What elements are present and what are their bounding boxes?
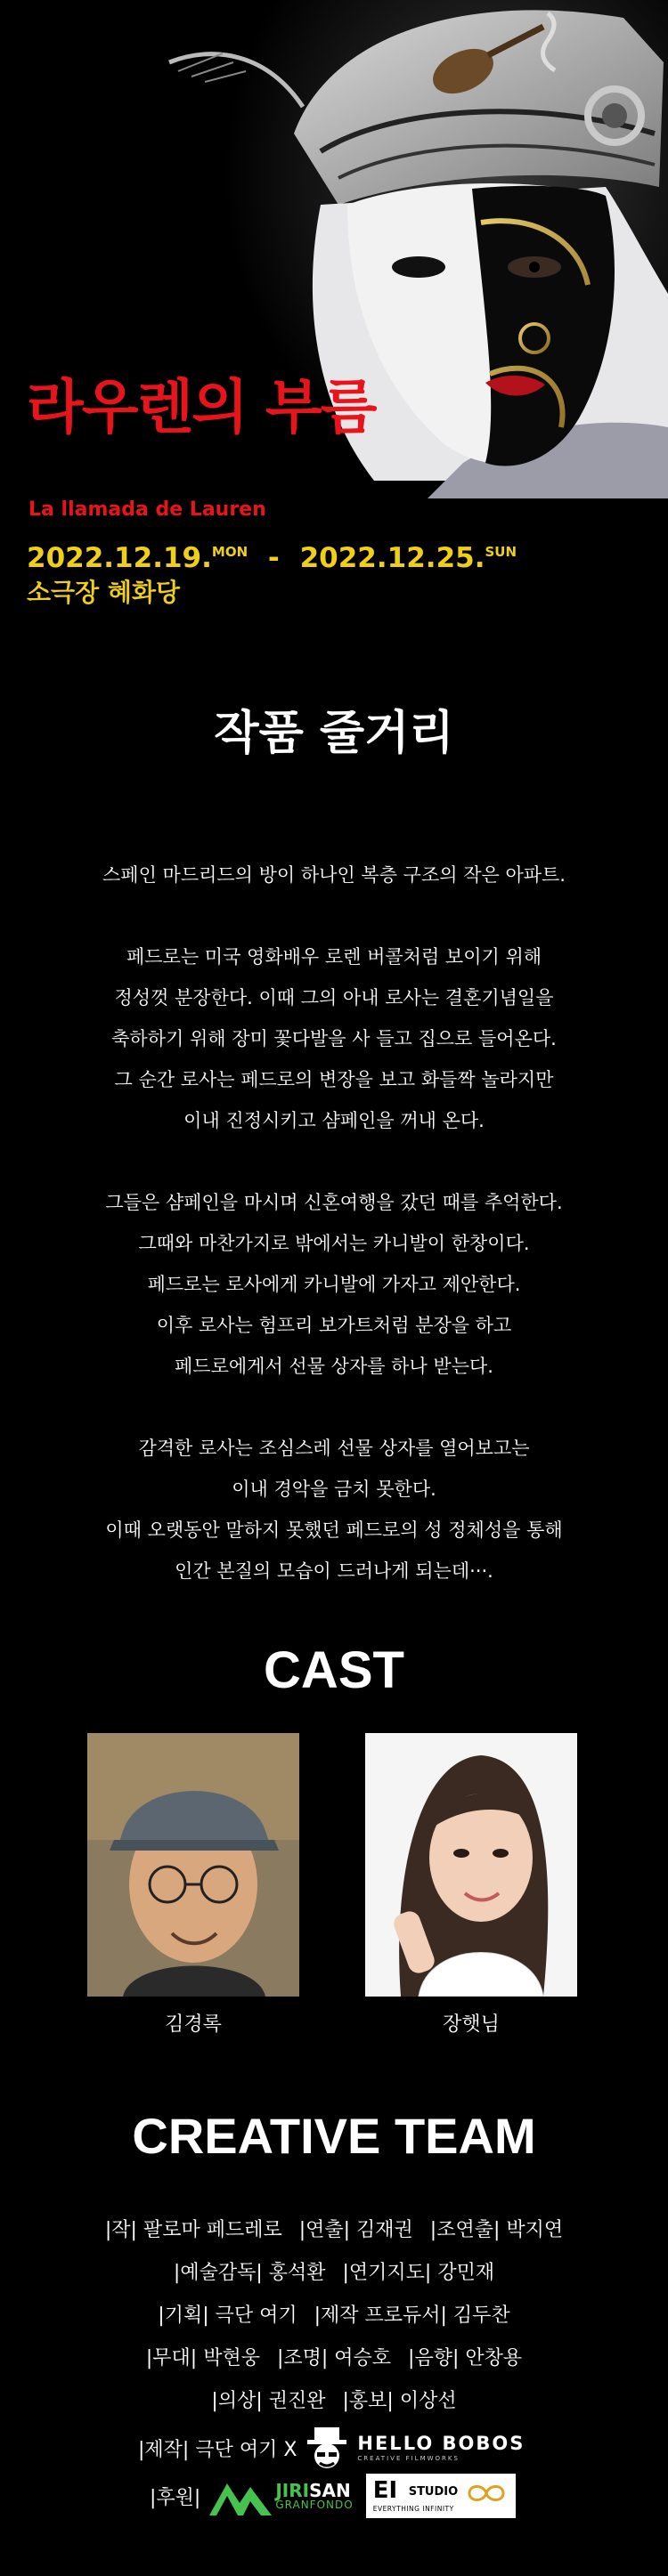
date-separator: - (267, 542, 280, 574)
credit-item: |음향| 안창용 (408, 2347, 523, 2369)
jirisan-wordmark-b: SAN (309, 2480, 351, 2501)
synopsis-line: 스페인 마드리드의 방이 하나인 복층 구조의 작은 아파트. (102, 864, 566, 886)
date-start-day: MON (211, 544, 248, 560)
production-row (138, 2421, 525, 2475)
ei-wordmark: EI (372, 2477, 398, 2504)
synopsis-line: 이후 로사는 험프리 보가트처럼 분장을 하고 (156, 1315, 512, 1336)
cast-photo-actress (365, 1733, 577, 1997)
cast-title: CAST (264, 1641, 404, 1699)
date-end: 2022.12.25. (299, 542, 485, 574)
synopsis-line: 감격한 로사는 조심스레 선물 상자를 열어보고는 (138, 1438, 530, 1459)
hello-bobos-name: HELLO BOBOS (357, 2432, 525, 2454)
cast-photo-actor (87, 1733, 299, 1997)
synopsis-line: 이내 진정시키고 샴페인을 꺼내 온다. (183, 1110, 485, 1131)
cast-name: 장햇님 (443, 2013, 500, 2036)
credit-item: |기획| 극단 여기 (158, 2305, 297, 2327)
infinity-icon (466, 2483, 507, 2504)
production-label: |제작| 극단 여기 X (138, 2438, 297, 2461)
synopsis-body (0, 855, 668, 1592)
hello-bobos-logo (304, 2426, 525, 2470)
credit-item: |홍보| 이상선 (342, 2390, 457, 2412)
synopsis-line: 그 순간 로사는 페드로의 변장을 보고 화들짝 놀라지만 (114, 1069, 554, 1090)
credit-item: |연출| 김재권 (298, 2219, 413, 2241)
synopsis-line: 페드로는 미국 영화배우 로렌 버콜처럼 보이기 위해 (126, 946, 542, 968)
credits-row (0, 2349, 668, 2369)
credits-row (0, 2264, 668, 2283)
credits-row (0, 2306, 668, 2326)
mountain-logo-icon (209, 2476, 272, 2515)
synopsis-paragraph (0, 1182, 668, 1387)
jirisan-wordmark (275, 2482, 353, 2499)
venue-name: 소극장 혜화당 (27, 578, 181, 607)
synopsis-paragraph (0, 936, 668, 1141)
credit-item: |연기지도| 강민재 (342, 2262, 495, 2284)
hello-bobos-subtitle: CREATIVE FILMWORKS (357, 2454, 460, 2462)
credit-item: |조명| 여승호 (276, 2347, 392, 2369)
credits-row (0, 2392, 668, 2411)
synopsis-line: 이때 오랫동안 말하지 못했던 페드로의 성 정체성을 통해 (105, 1519, 563, 1541)
jirisan-subtitle: GRANFONDO (275, 2499, 354, 2511)
date-start: 2022.12.19. (27, 542, 212, 574)
synopsis-paragraph (0, 855, 668, 895)
ei-studio-logo (366, 2474, 516, 2518)
credit-item: |무대| 박현웅 (145, 2347, 260, 2369)
credit-item: |제작 프로듀서| 김두찬 (314, 2305, 510, 2327)
performance-dates (27, 542, 517, 574)
creative-team-title: CREATIVE TEAM (132, 2108, 536, 2164)
synopsis-line: 페드로는 로사에게 카니발에 가자고 제안한다. (147, 1274, 521, 1295)
poster-title-spanish: La llamada de Lauren (29, 498, 266, 521)
credit-item: |조연출| 박지연 (429, 2219, 564, 2241)
ei-studio-text: STUDIO (408, 2485, 459, 2499)
date-end-day: SUN (485, 544, 517, 560)
jirisan-granfondo-logo (209, 2476, 353, 2515)
jirisan-wordmark-a: JIRI (275, 2480, 310, 2501)
credit-item: |의상| 권진완 (211, 2390, 326, 2412)
synopsis-line: 인간 본질의 모습이 드러나게 되는데···. (175, 1560, 493, 1582)
sponsor-label: |후원| (150, 2486, 201, 2509)
hat-face-logo-icon (304, 2426, 350, 2470)
sponsor-row (150, 2468, 516, 2523)
ei-tagline: EVERYTHING INFINITY (372, 2505, 454, 2513)
synopsis-line: 그때와 마찬가지로 밖에서는 카니발이 한창이다. (138, 1233, 530, 1254)
credit-item: |작| 팔로마 페드레로 (104, 2219, 282, 2241)
cast-name: 김경록 (165, 2013, 222, 2036)
poster-title-korean: 라우렌의 부름 (27, 373, 376, 441)
credits-row (0, 2221, 668, 2240)
synopsis-line: 그들은 샴페인을 마시며 신혼여행을 갔던 때를 추억한다. (105, 1192, 563, 1213)
synopsis-title: 작품 줄거리 (214, 707, 454, 760)
synopsis-line: 정성껏 분장한다. 이때 그의 아내 로사는 결혼기념일을 (114, 987, 554, 1009)
synopsis-line: 페드로에게서 선물 상자를 하나 받는다. (175, 1356, 493, 1377)
poster-hero (0, 0, 668, 614)
synopsis-line: 이내 경악을 금치 못한다. (232, 1478, 436, 1500)
credit-item: |예술감독| 홍석환 (173, 2262, 326, 2284)
synopsis-paragraph (0, 1428, 668, 1592)
synopsis-line: 축하하기 위해 장미 꽃다발을 사 들고 집으로 들어온다. (111, 1028, 557, 1049)
